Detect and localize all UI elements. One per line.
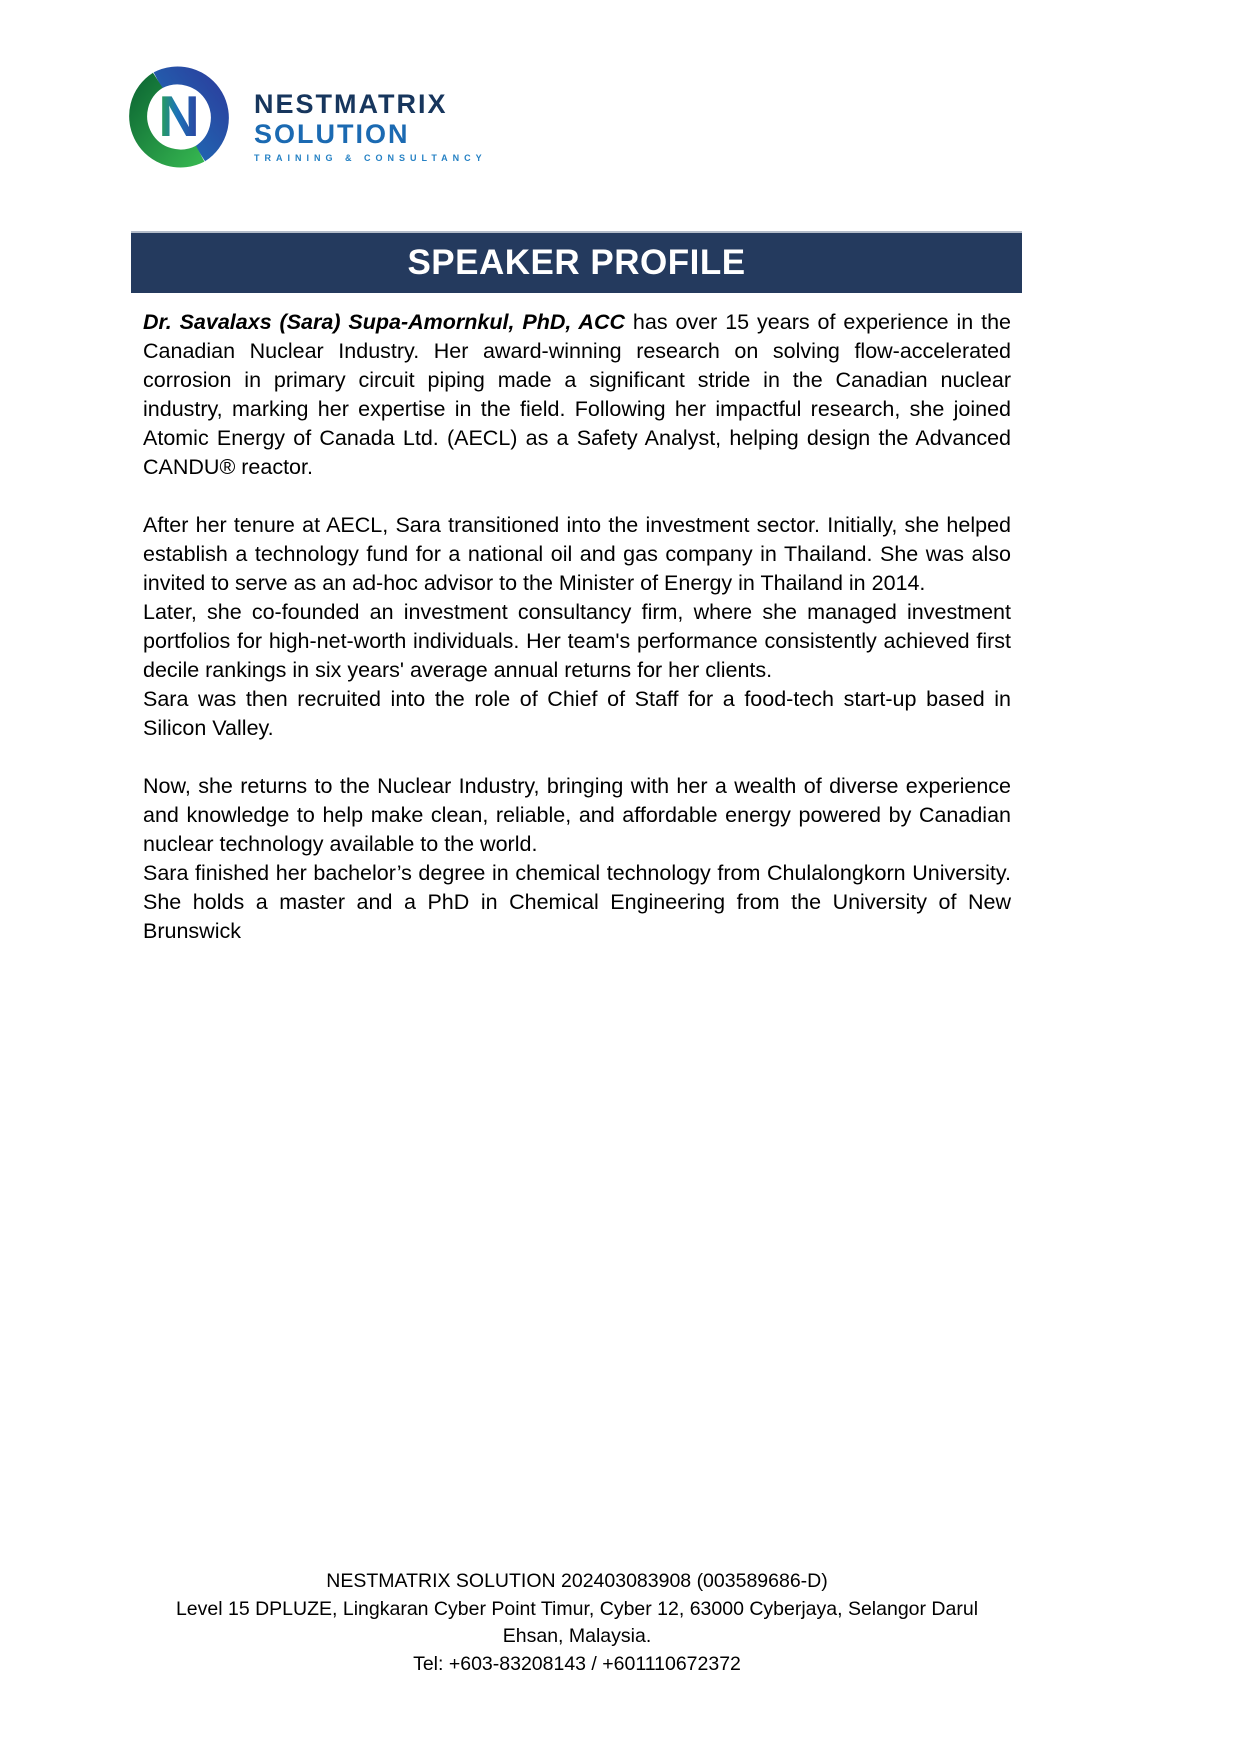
profile-body: [143, 308, 1011, 946]
logo-monogram: N: [158, 85, 200, 150]
brand-tagline: TRAINING & CONSULTANCY: [254, 153, 487, 163]
footer-address-line2: Ehsan, Malaysia.: [502, 1625, 652, 1647]
paragraph-intro: [143, 308, 1011, 482]
paragraph-foodtech: Sara was then recruited into the role of Chief of Staff for a food-tech start-up based in Silicon Valley.: [143, 687, 1011, 740]
brand-name-line2: SOLUTION: [254, 119, 410, 149]
footer-company-line: NESTMATRIX SOLUTION 202403083908 (003589686-D): [326, 1570, 828, 1592]
footer-address-line1: Level 15 DPLUZE, Lingkaran Cyber Point Timur, Cyber 12, 63000 Cyberjaya, Selangor Darul: [175, 1597, 979, 1620]
logo-text: [254, 71, 487, 163]
paragraph-intro-text: has over 15 years of experience in the Canadian Nuclear Industry. Her award-winning research on solving flow-accelerated corrosion in primary circuit piping made a significant stride in the Canadian nuclear industry, marking her expertise in the field. Following her impactful research, she joined Atomic Energy of Canada Ltd. (AECL) as a Safety Analyst, helping design the Advanced CANDU® reactor.: [143, 310, 1011, 479]
paragraph-education: Sara finished her bachelor’s degree in chemical technology from Chulalongkorn University. She holds a master and a PhD in Chemical Engineering from the University of New Brunswick: [143, 861, 1011, 943]
page-title: SPEAKER PROFILE: [407, 243, 746, 282]
paragraph-return: Now, she returns to the Nuclear Industry, bringing with her a wealth of diverse experience and knowledge to help make clean, reliable, and affordable energy powered by Canadian nuclear technology available to the world.: [143, 774, 1011, 856]
nestmatrix-logo-icon: [126, 64, 232, 170]
speaker-name: Dr. Savalaxs (Sara) Supa-Amornkul, PhD, ACC: [143, 310, 626, 334]
footer-phone-line: Tel: +603-83208143 / +601110672372: [413, 1652, 741, 1675]
speaker-profile-banner: [131, 231, 1022, 293]
footer: [143, 1568, 1011, 1678]
paragraph-consultancy: Later, she co-founded an investment consultancy firm, where she managed investment portfolios for high-net-worth individuals. Her team's performance consistently achieved first decile rankings in six years' average annual returns for her clients.: [143, 600, 1011, 682]
brand-name-line1: NESTMATRIX: [254, 89, 448, 119]
logo: [126, 64, 487, 170]
paragraph-aecl: After her tenure at AECL, Sara transitioned into the investment sector. Initially, she helped establish a technology fund for a national oil and gas company in Thailand. She was also invited to serve as an ad-hoc advisor to the Minister of Energy in Thailand in 2014.: [143, 513, 1011, 595]
